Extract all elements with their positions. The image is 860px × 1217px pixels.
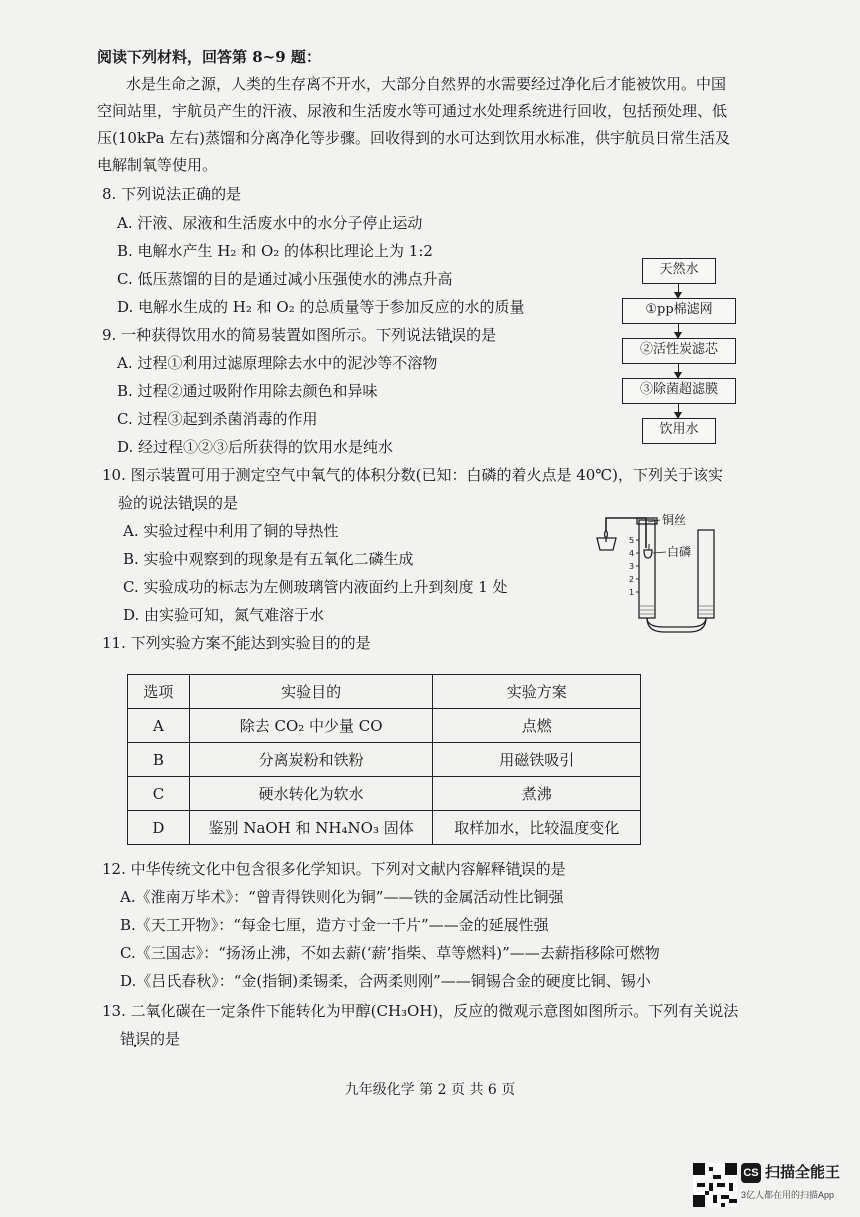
header-goal: 实验目的 [189,675,433,709]
q12-option-d: D.《吕氏春秋》：“金(指铜)柔锡柔，合两柔则刚”——铜锡合金的硬度比铜、锡小 [120,972,651,990]
copper-wire-label: 铜丝 [662,513,687,527]
white-phosphorus-label: 白磷 [667,545,692,559]
q10-option-c: C. 实验成功的标志为左侧玻璃管内液面约上升到刻度 1 处 [123,578,508,596]
table-header-row [128,675,641,709]
scale-label-1: 1 [629,588,635,597]
q11-emphasis: 不能 [220,634,251,652]
q8-option-c: C. 低压蒸馏的目的是通过减小压强使水的沸点升高 [117,270,453,288]
qr-code [693,1163,737,1207]
flow-step-natural-water: 天然水 [642,258,716,284]
flow-arrow-2 [678,323,679,337]
flow-step-pp-filter: ①pp棉滤网 [622,298,736,324]
table-cell: C [128,777,190,811]
q10-option-d: D. 由实验可知，氮气难溶于水 [123,606,325,624]
q12-emphasis: 错误 [505,860,536,878]
table-row [128,743,641,777]
scale-label-5: 5 [629,536,635,545]
table-cell: 点燃 [433,709,641,743]
intro-line-3: 压(10kPa 左右)蒸馏和分离净化等步骤。回收得到的水可达到饮用水标准，供宇航员日常生活及 [97,129,731,147]
q12-option-b: B.《天工开物》：“每金七厘，造方寸金一千片”——金的延展性强 [120,916,549,934]
q10-option-b: B. 实验中观察到的现象是有五氧化二磷生成 [123,550,414,568]
intro-line-2: 空间站里，宇航员产生的汗液、尿液和生活废水等可通过水处理系统进行回收，包括预处理、低 [97,102,728,120]
table-row [128,811,641,845]
table-cell: 除去 CO₂ 中少量 CO [189,709,433,743]
q8-option-b: B. 电解水产生 H₂ 和 O₂ 的体积比理论上为 1:2 [117,242,433,260]
q9-option-c: C. 过程③起到杀菌消毒的作用 [117,410,318,428]
flow-step-drinking-water: 饮用水 [642,418,716,444]
flow-step-carbon-filter: ②活性炭滤芯 [622,338,736,364]
flow-arrow-1 [678,283,679,297]
q9-option-d: D. 经过程①②③后所获得的饮用水是纯水 [117,438,394,456]
flow-step-ultrafiltration: ③除菌超滤膜 [622,378,736,404]
flow-arrow-4 [678,403,679,417]
q9-option-a: A. 过程①利用过滤原理除去水中的泥沙等不溶物 [117,354,438,372]
scanner-app-name: 扫描全能王 [765,1164,841,1181]
q10-emphasis: 错误 [178,494,209,512]
scale-label-2: 2 [629,575,635,584]
table-cell: 硬水转化为软水 [189,777,433,811]
table-row [128,777,641,811]
q13-stem-line-1: 13. 二氧化碳在一定条件下能转化为甲醇(CH₃OH)，反应的微观示意图如图所示。下列有关说法 [102,1002,739,1020]
page-footer: 九年级化学 第 2 页 共 6 页 [344,1082,516,1098]
intro-line-4: 电解制氧等使用。 [97,156,218,174]
q10-stem-line-1: 10. 图示装置可用于测定空气中氧气的体积分数(已知：白磷的着火点是 40℃)，下列关于该实 [102,466,723,484]
q11-stem-pre: 11. 下列实验方案 [102,634,221,652]
q8-stem: 8. 下列说法正确的是 [102,185,242,203]
table-cell: 鉴别 NaOH 和 NH₄NO₃ 固体 [189,811,433,845]
q10-option-a: A. 实验过程中利用了铜的导热性 [123,522,339,540]
scale-label-4: 4 [629,549,635,558]
q9-stem-post: 的是 [466,326,497,344]
table-cell: D [128,811,190,845]
scanner-logo-icon: CS [741,1163,761,1183]
table-cell: 分离炭粉和铁粉 [189,743,433,777]
q13-stem-line-2 [120,1029,180,1049]
oxygen-apparatus-figure [594,508,724,636]
table-cell: A [128,709,190,743]
header-plan: 实验方案 [433,675,641,709]
q9-stem-pre: 9. 一种获得饮用水的简易装置如图所示。下列说法 [102,326,437,344]
q12-option-a: A.《淮南万毕术》：“曾青得铁则化为铜”——铁的金属活动性比铜强 [120,888,564,906]
table-cell: 用磁铁吸引 [433,743,641,777]
scale-label-3: 3 [629,562,635,571]
q10-stem-post: 的是 [208,494,239,512]
intro-line-1: 水是生命之源，人类的生存离不开水，大部分自然界的水需要经过净化后才能被饮用。中国 [126,75,727,93]
q10-stem-pre: 验的说法 [118,494,179,512]
q10-stem-line-2 [118,493,238,513]
q11-table [127,674,641,845]
table-cell: 取样加水，比较温度变化 [433,811,641,845]
q12-stem [102,859,566,879]
table-cell: 煮沸 [433,777,641,811]
reading-heading: 阅读下列材料，回答第 8~9 题： [97,48,321,66]
scanner-slogan: 3亿人都在用的扫描App [741,1190,835,1200]
q13-stem-post: 的是 [150,1030,181,1048]
q12-option-c: C.《三国志》：“扬汤止沸，不如去薪(‘薪’指柴、草等燃料)”——去薪指移除可燃物 [120,944,660,962]
q12-stem-post: 的是 [535,860,566,878]
q8-option-a: A. 汗液、尿液和生活废水中的水分子停止运动 [117,214,423,232]
q11-stem-post: 达到实验目的的是 [250,634,371,652]
table-cell: B [128,743,190,777]
q9-emphasis: 错误 [436,326,467,344]
q9-option-b: B. 过程②通过吸附作用除去颜色和异味 [117,382,378,400]
q11-stem [102,633,371,653]
flow-arrow-3 [678,363,679,377]
q12-stem-pre: 12. 中华传统文化中包含很多化学知识。下列对文献内容解释 [102,860,506,878]
q8-option-d: D. 电解水生成的 H₂ 和 O₂ 的总质量等于参加反应的水的质量 [117,298,525,316]
header-option: 选项 [128,675,190,709]
q9-stem [102,325,496,345]
q13-emphasis: 错误 [120,1030,151,1048]
table-row [128,709,641,743]
